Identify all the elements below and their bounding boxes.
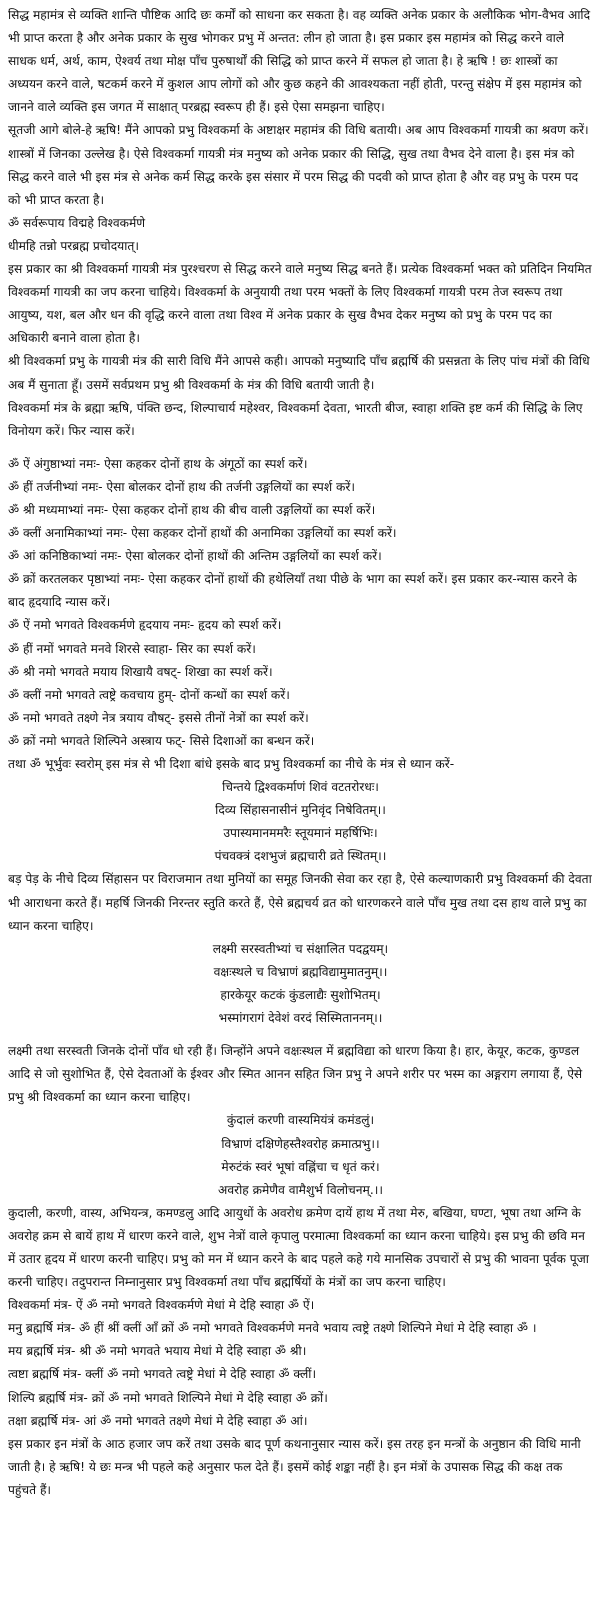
verse-line: दिव्य सिंहासनासीनं मुनिवृंद निषेवितम्।।: [215, 803, 386, 818]
text-paragraph: तथा ॐ भूर्भुवः स्वरोम् इस मंत्र से भी दिशा बांधे इसके बाद प्रभु विश्वकर्मा का नीचे के मंत्र से ध्यान करें-: [8, 757, 455, 771]
text-paragraph: ॐ क्लीं अनामिकाभ्यां नमः- ऐसा कहकर दोनों हाथों की अनामिका उङ्गलियों का स्पर्श करें।: [8, 526, 397, 541]
text-paragraph: ॐ श्री नमो भगवते मयाय शिखायै वषट्- शिखा का स्पर्श करें।: [8, 664, 273, 679]
text-paragraph: सिद्ध महामंत्र से व्यक्ति शान्ति पौष्टिक आदि छः कर्मों को साधना कर सकता है। वह व्यक्ति अनेक प्रकार के अलौकिक भोग-वैभव आदि भी प्राप्त करता है और अनेक प्रकार के सुख भोगकर प्रभु में अन्तत: लीन हो जाता है। इस प्रकार इस महामंत्र को सिद्ध करने वाले साधक धर्म, अर्थ, काम, ऐश्वर्य तथा मोक्ष पाँच पुरुषार्थों की सिद्धि को प्राप्त करने में सफल हो जाता है। हे ऋषि ! छः शास्त्रों का अध्ययन करने वाले, षटकर्म करने में कुशल आप लोगों को और कुछ कहने की आवश्यकता नहीं होती, परन्तु संक्षेप में इस महामंत्र को जानने वाले व्यक्ति इस जगत में साक्षात् परब्रह्म स्वरूप ही हैं। इसे ऐसा समझना चाहिए।: [8, 8, 591, 115]
text-paragraph: ॐ हीं तर्जनीभ्यां नमः- ऐसा बोलकर दोनों हाथ की तर्जनी उङ्गलियों का स्पर्श करें।: [8, 479, 355, 494]
verse-line: भस्मांगरागं देवेशं वरदं सिस्मिताननम्।।: [218, 1011, 383, 1026]
text-paragraph: ॐ श्री मध्यमाभ्यां नमः- ऐसा कहकर दोनों हाथ की बीच वाली उङ्गलियों का स्पर्श करें।: [8, 502, 376, 517]
text-paragraph: ॐ क्लीं नमो भगवते त्वष्ट्रे कवचाय हुम्- दोनों कन्धों का स्पर्श करें।: [8, 687, 290, 702]
paragraph-gap: [8, 1030, 593, 1040]
text-paragraph: ॐ नमो भगवते तक्ष्णे नेत्र त्रयाय वौषट्- इससे तीनों नेत्रों का स्पर्श करें।: [8, 710, 309, 725]
text-paragraph: विश्वकर्मा मंत्र- ऐं ॐ नमो भगवते विश्वकर्मणे मेधां मे देहि स्वाहा ॐ ऐं।: [8, 1298, 315, 1313]
text-paragraph: इस प्रकार का श्री विश्वकर्मा गायत्री मंत्र पुरश्चरण से सिद्ध करने वाले मनुष्य सिद्ध बनते हैं। प्रत्येक विश्वकर्मा भक्त को प्रतिदिन नियमित विश्वकर्मा गायत्री का जप करना चाहिये। विश्वकर्मा के अनुयायी तथा परम भक्तों के लिए विश्वकर्मा गायत्री परम तेज स्वरूप तथा आयुष्य, यश, बल और धन की वृद्धि करने वाला तथा विश्व में अनेक प्रकार के सुख वैभव देकर मनुष्य को प्रभु के परम पद का अधिकारी बनाने वाला होता है।: [8, 262, 592, 346]
text-paragraph: धीमहि तन्नो परब्रह्म प्रचोदयात्।: [8, 238, 139, 253]
text-paragraph: त्वष्टा ब्रह्मर्षि मंत्र- क्लीं ॐ नमो भगवते त्वष्ट्रे मेधां मे देहि स्वाहा ॐ क्लीं।: [8, 1367, 317, 1382]
text-paragraph: मय ब्रह्मर्षि मंत्र- श्री ॐ नमो भगवते भयाय मेधां मे देहि स्वाहा ॐ श्री।: [8, 1344, 307, 1359]
verse-line: हारकेयूर कटकं कुंडलाद्यैः सुशोभितम्।: [220, 987, 381, 1002]
text-paragraph: ॐ क्रों नमो भगवते शिल्पिने अस्त्राय फट्- सिसे दिशाओं का बन्धन करें।: [8, 733, 315, 748]
text-paragraph: विश्वकर्मा मंत्र के ब्रह्मा ऋषि, पंक्ति छन्द, शिल्पाचार्य महेश्वर, विश्वकर्मा देवता, भारती बीज, स्वाहा शक्ति इष्ट कर्म की सिद्धि के लिए विनोयग करें। फिर न्यास करें।: [8, 400, 583, 438]
text-paragraph: तक्षा ब्रह्मर्षि मंत्र- आं ॐ नमो भगवते तक्ष्णे मेधां मे देहि स्वाहा ॐ आं।: [8, 1413, 308, 1428]
text-paragraph: बड़ पेड़ के नीचे दिव्य सिंहासन पर विराजमान तथा मुनियों का समूह जिनकी सेवा कर रहा है, ऐसे कल्याणकारी प्रभु विश्वकर्मा की देवता भी आराधना करते हैं। महर्षि जिनकी निरन्तर स्तुति करते हैं, ऐसे ब्रह्मचर्य व्रत को धारणकरने वाले पाँच मुख तथा दस हाथ वाले प्रभु का ध्यान करना चाहिए।: [8, 872, 592, 933]
text-paragraph: ॐ आं कनिष्ठिकाभ्यां नमः- ऐसा बोलकर दोनों हाथों की अन्तिम उङ्गलियों का स्पर्श करें।: [8, 549, 382, 564]
verse-line: कुंदालं करणी वास्यमियंत्रं कमंडलुं।: [226, 1113, 375, 1128]
text-paragraph: इस प्रकार इन मंत्रों के आठ हजार जप करें तथा उसके बाद पूर्ण कथनानुसार न्यास करें। इस तरह इन मन्त्रों के अनुष्ठान की विधि मानी जाती है। हे ऋषि! ये छः मन्त्र भी पहले कहे अनुसार फल देते हैं। इसमें कोई शङ्का नहीं है। इन मंत्रों के उपासक सिद्ध की कक्ष तक पहुंचते हैं।: [8, 1436, 581, 1497]
verse-line: मेरुटंकं स्वरं भूषां वह्निंचा च धृतं करं।: [221, 1159, 380, 1174]
text-paragraph: ॐ ऐं नमो भगवते विश्वकर्मणे हृदयाय नमः- हृदय को स्पर्श करें।: [8, 618, 282, 633]
text-paragraph: लक्ष्मी तथा सरस्वती जिनके दोनों पाँव धो रही हैं। जिन्होंने अपने वक्षःस्थल में ब्रह्मविद्या को धारण किया है। हार, केयूर, कटक, कुण्डल आदि से जो सुशोभित हैं, ऐसे देवताओं के ईश्वर और स्मित आनन सहित जिन प्रभु ने अपने शरीर पर भस्म का अङ्गराग लगाया हैं, ऐसे प्रभु श्री विश्वकर्मा का ध्यान करना चाहिए।: [8, 1044, 583, 1105]
text-paragraph: श्री विश्वकर्मा प्रभु के गायत्री मंत्र की सारी विधि मैंने आपसे कही। आपको मनुष्यादि पाँच ब्रह्मर्षि की प्रसन्नता के लिए पांच मंत्रों की विधि अब मैं सुनाता हूँ। उसमें सर्वप्रथम प्रभु श्री विश्वकर्मा के मंत्र की विधि बतायी जाती है।: [8, 354, 590, 392]
text-paragraph: ॐ ऐं अंगुष्ठाभ्यां नमः- ऐसा कहकर दोनों हाथ के अंगूठों का स्पर्श करें।: [8, 456, 308, 471]
text-paragraph: ॐ सर्वरूपाय विद्महे विश्वकर्मणे: [8, 215, 146, 230]
verse-line: लक्ष्मी सरस्वतीभ्यां च संक्षालित पदद्वयम्।: [212, 941, 389, 956]
verse-line: पंचवक्त्रं दशभुजं ब्रह्मचारी व्रते स्थितम्।।: [214, 849, 387, 864]
paragraph-gap: [8, 443, 593, 453]
verse-line: विभ्राणं दक्षिणेहस्तैश्वरोह क्रमात्प्रभु।।: [221, 1136, 380, 1151]
text-paragraph: मनु ब्रह्मर्षि मंत्र- ॐ हीं श्रीं क्लीं ऑं क्रों ॐ नमो भगवते विश्वकर्मणे मनवे भवाय त्वष्ट्रे तक्ष्णे शिल्पिने मेधां मे देहि स्वाहा ॐ ।: [8, 1321, 537, 1336]
text-paragraph: ॐ क्रों करतलकर पृष्ठाभ्यां नमः- ऐसा कहकर दोनों हाथों की हथेलियाँ तथा पीछे के भाग का स्पर्श करें। इस प्रकार कर-न्यास करने के बाद हृदयादि न्यास करें।: [8, 572, 577, 610]
verse-line: चिन्तये द्विश्वकर्माणं शिवं वटतरोरधः।: [222, 780, 379, 795]
text-paragraph: शिल्पि ब्रह्मर्षि मंत्र- क्रों ॐ नमो भगवते शिल्पिने मेधां मे देहि स्वाहा ॐ क्रों।: [8, 1390, 328, 1405]
verse-line: वक्षःस्थले च विभ्राणं ब्रह्मविद्यामुमातनुम्।।: [213, 964, 388, 979]
text-paragraph: कुदाली, करणी, वास्य, अभियन्त्र, कमण्डलु आदि आयुधों के अवरोध क्रमेण दायें हाथ में तथा मेरु, बखिया, घण्टा, भूषा तथा अग्नि के अवरोह क्रम से बायें हाथ में धारण करने वाले, शुभ नेत्रों वाले कृपालु परमात्मा विश्वकर्मा का ध्यान करना चाहिये। इस प्रभु की छवि मन में उतार हृदय में धारण करनी चाहिए। प्रभु को मन में ध्यान करने के बाद पहले कहे गये मानसिक उपचारों से प्रभु की भावना पूर्वक पूजा करनी चाहिए। तदुपरान्त निम्नानुसार प्रभु विश्वकर्मा तथा पाँच ब्रह्मर्षियों के मंत्रों का जप करना चाहिए।: [8, 1205, 589, 1290]
verse-line: उपास्यमानममरैः स्तूयमानं महर्षिभिः।: [223, 826, 378, 841]
text-paragraph: सूतजी आगे बोले-हे ऋषि! मैंने आपको प्रभु विश्वकर्मा के अष्टाक्षर महामंत्र की विधि बतायी। अब आप विश्वकर्मा गायत्री का श्रवण करें। शास्त्रों में जिनका उल्लेख है। ऐसे विश्वकर्मा गायत्री मंत्र मनुष्य को अनेक प्रकार की सिद्धि, सुख तथा वैभव देने वाला है। इस मंत्र को सिद्ध करने वाले भी इस मंत्र से अनेक कर्म सिद्ध करके इस संसार में परम सिद्ध की पदवी को प्राप्त होता है और वह प्रभु के परम पद को भी प्राप्त करता है।: [8, 123, 589, 207]
text-paragraph: ॐ हीं नमों भगवते मनवे शिरसे स्वाहा- सिर का स्पर्श करें।: [8, 641, 256, 656]
verse-line: अवरोह क्रमेणैव वामैशुर्भ विलोचनम्.।।: [218, 1182, 383, 1197]
